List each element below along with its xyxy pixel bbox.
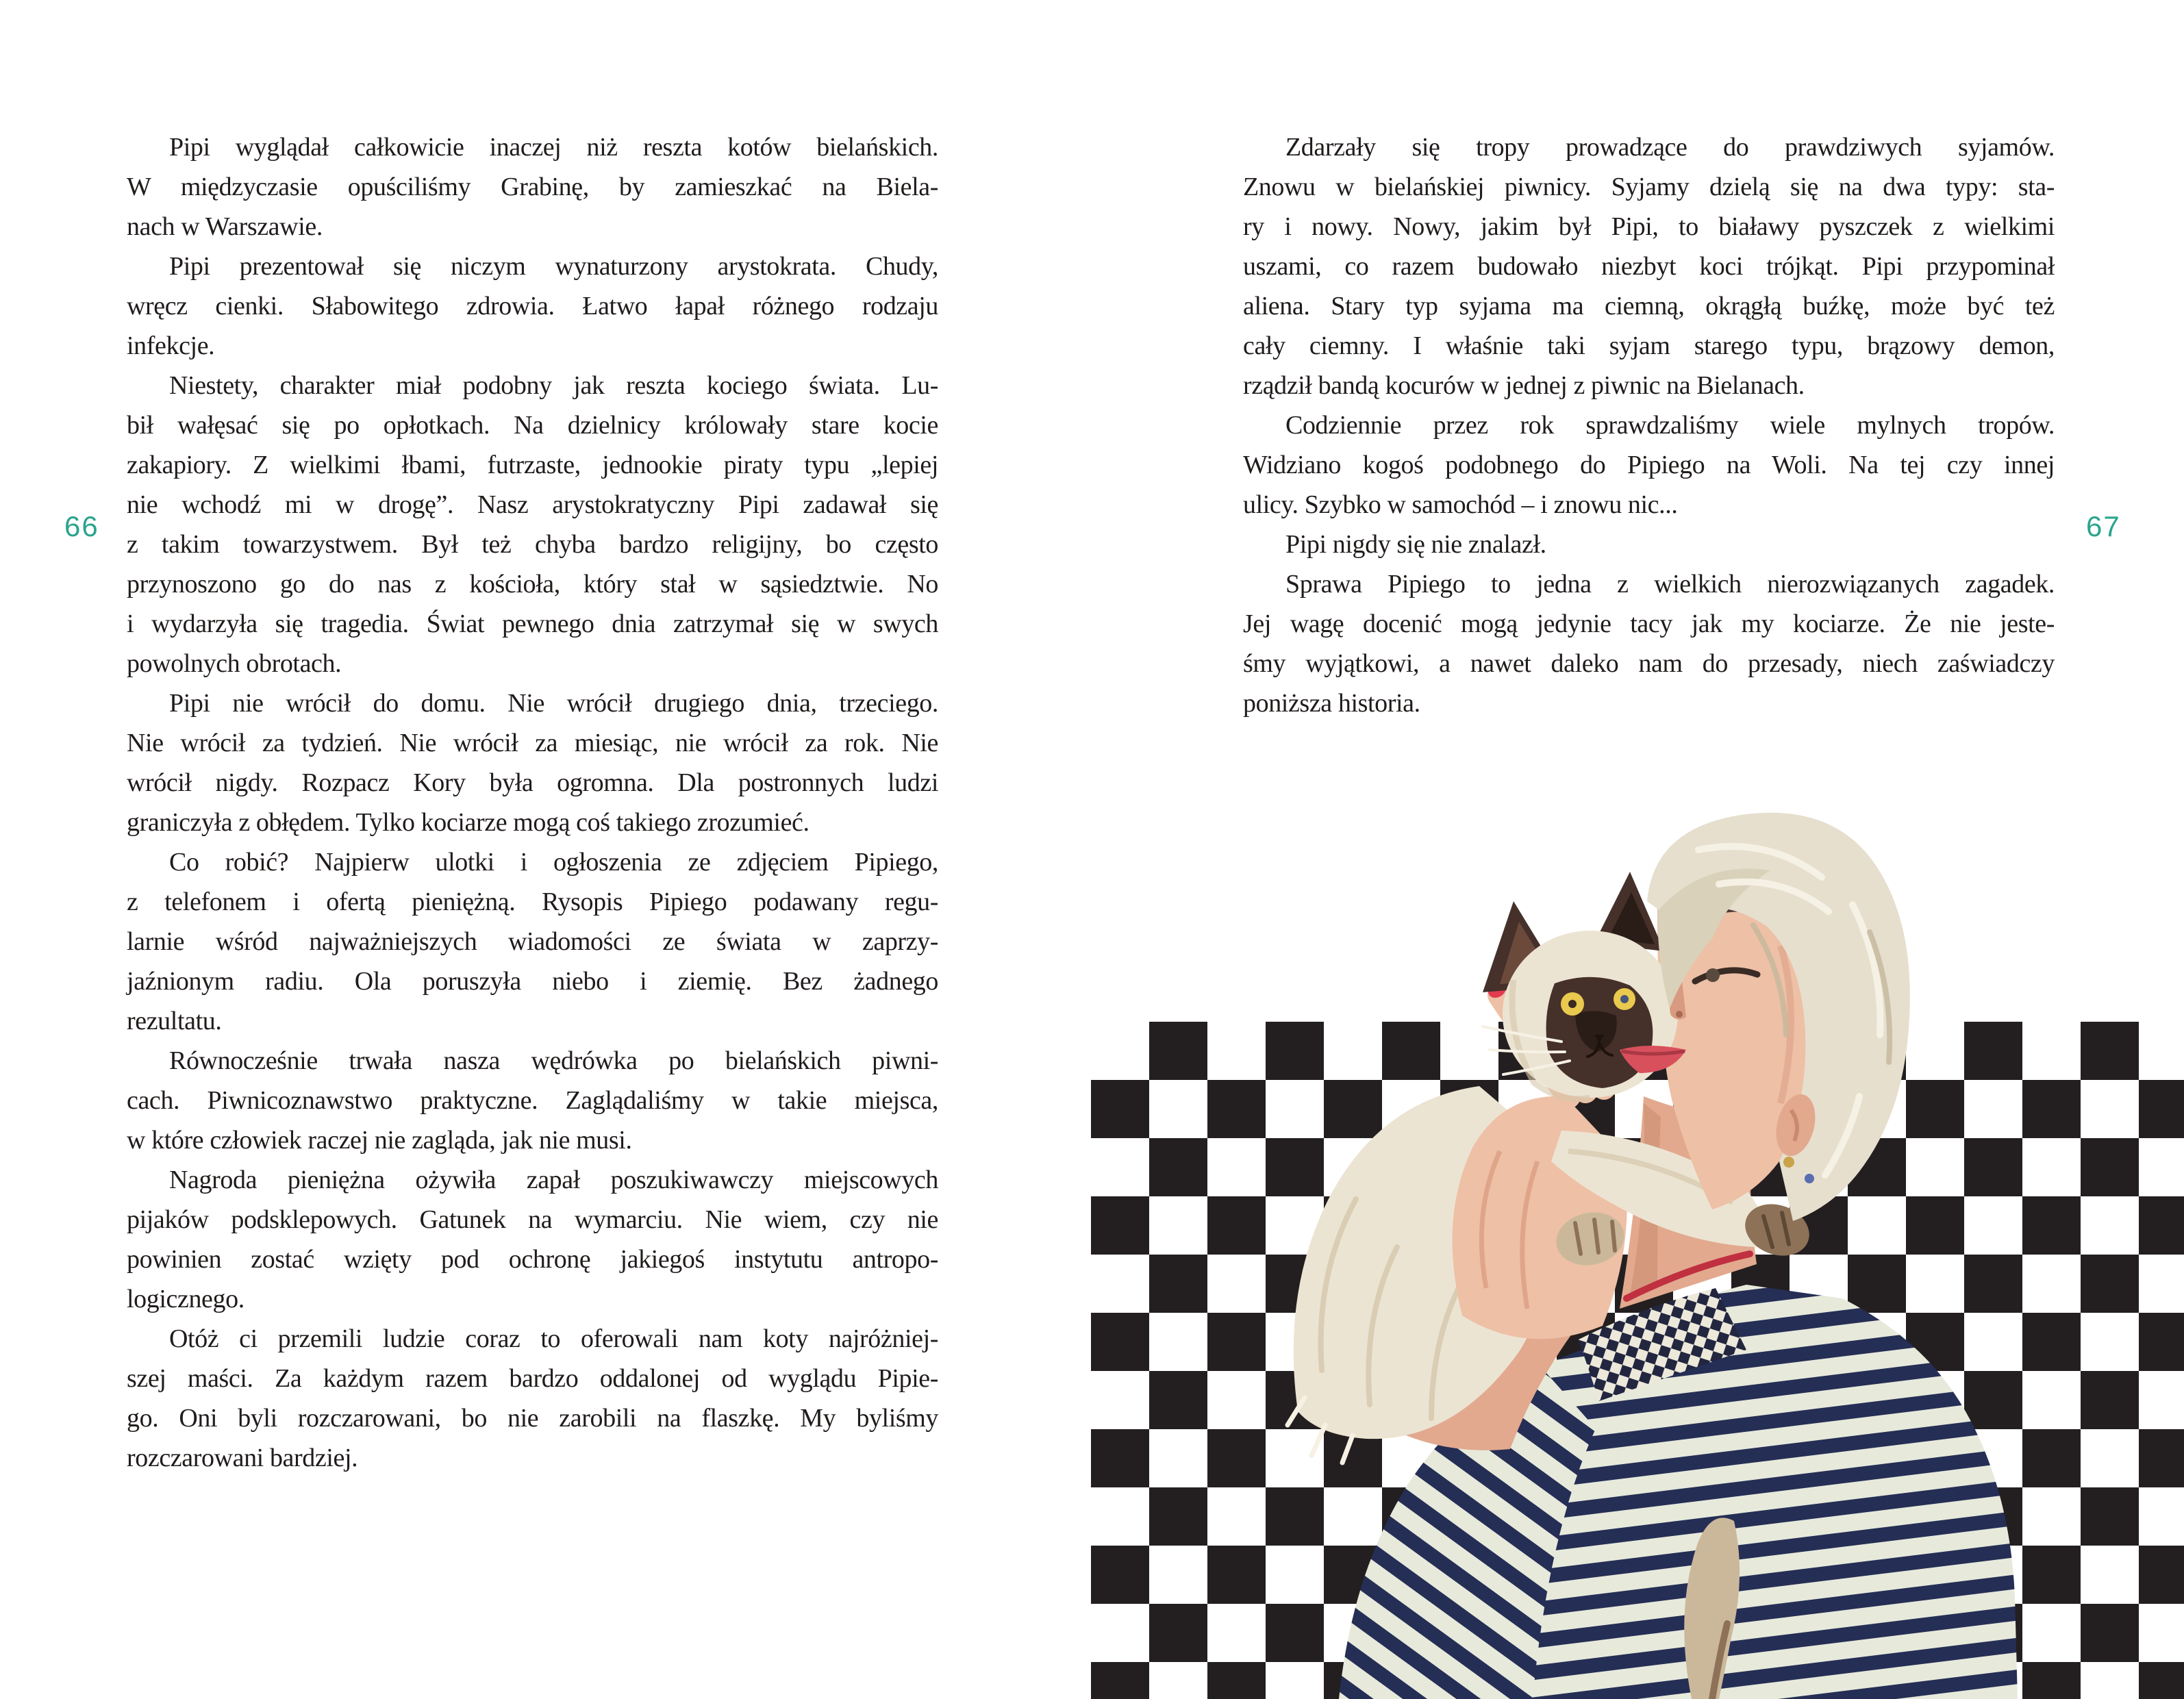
text-line: Jej wagę docenić mogą jedynie tacy jak my kociarze. Że nie jeste- [1243, 609, 2055, 638]
text-line: przynoszono go do nas z kościoła, który stał w sąsiedztwie. No [127, 570, 938, 599]
text-line: szej maści. Za każdym razem bardzo oddalonej od wyglądu Pipie- [127, 1364, 938, 1393]
text-line: powolnych obrotach. [127, 649, 342, 678]
text-line: Pipi wyglądał całkowicie inaczej niż reszta kotów bielańskich. [169, 133, 938, 162]
text-line: Widziano kogoś podobnego do Pipiego na Woli. Na tej czy innej [1243, 451, 2055, 479]
page-number-right: 67 [2086, 510, 2121, 542]
text-line: Pipi nigdy się nie znalazł. [1285, 530, 1546, 559]
text-line: śmy wyjątkowi, a nawet daleko nam do przesady, niech zaświadczy [1243, 649, 2055, 678]
text-line: rozczarowani bardziej. [127, 1444, 358, 1472]
text-line: z telefonem i ofertą pieniężną. Rysopis Pipiego podawany regu- [127, 888, 938, 916]
text-line: wrócił nigdy. Rozpacz Kory była ogromna. Dla postronnych ludzi [127, 768, 938, 797]
text-line: Sprawa Pipiego to jedna z wielkich nierozwiązanych zagadek. [1285, 570, 2055, 599]
paragraph [127, 683, 938, 842]
paragraph [1243, 127, 2055, 405]
text-line: logicznego. [127, 1285, 244, 1313]
text-line: Pipi prezentował się niczym wynaturzony arystokrata. Chudy, [169, 252, 938, 281]
text-line: ry i nowy. Nowy, jakim był Pipi, to białawy pyszczek z wielkimi [1243, 212, 2055, 241]
paragraph [127, 842, 938, 1041]
text-line: infekcje. [127, 331, 215, 360]
text-line: Zdarzały się tropy prowadzące do prawdziwych syjamów. [1285, 133, 2055, 162]
text-line: w które człowiek raczej nie zagląda, jak nie musi. [127, 1126, 632, 1155]
text-line: go. Oni byli rozczarowani, bo nie zarobili na flaszkę. My byliśmy [127, 1404, 938, 1433]
text-line: Codziennie przez rok sprawdzaliśmy wiele mylnych tropów. [1285, 411, 2055, 440]
page-number-left: 66 [64, 510, 99, 542]
left-column [127, 127, 938, 1478]
text-line: pijaków podsklepowych. Gatunek na wymarciu. Nie wiem, czy nie [127, 1205, 938, 1234]
text-line: Nie wrócił za tydzień. Nie wrócił za miesiąc, nie wrócił za rok. Nie [127, 729, 938, 757]
text-line: nie wchodź mi w drogę”. Nasz arystokratyczny Pipi zadawał się [127, 490, 938, 519]
text-line: Niestety, charakter miał podobny jak reszta kociego świata. Lu- [169, 371, 938, 400]
text-line: uszami, co razem budowało niezbyt koci trójkąt. Pipi przypominał [1243, 252, 2055, 281]
text-line: Znowu w bielańskiej piwnicy. Syjamy dzielą się na dwa typy: sta- [1243, 173, 2055, 201]
earring [1805, 1174, 1814, 1183]
text-line: bił wałęsać się po opłotkach. Na dzielnicy królowały stare kocie [127, 411, 938, 440]
text-line: powinien zostać wzięty pod ochronę jakiegoś instytutu antropo- [127, 1245, 938, 1274]
text-line: zakapiory. Z wielkimi łbami, futrzaste, jednookie piraty typu „lepiej [127, 451, 938, 479]
text-line: nach w Warszawie. [127, 212, 323, 241]
paragraph [1243, 405, 2055, 525]
earring [1783, 1157, 1794, 1168]
text-line: graniczyła z obłędem. Tylko kociarze mogą coś takiego zrozumieć. [127, 808, 809, 837]
photo-woman-cat [1274, 809, 2041, 1699]
paragraph [127, 1160, 938, 1319]
text-line: rządził bandą kocurów w jednej z piwnic na Bielanach. [1243, 371, 1805, 400]
text-line: Otóż ci przemili ludzie coraz to oferowali nam koty najróżniej- [169, 1324, 938, 1353]
text-line: Nagroda pieniężna ożywiła zapał poszukiwawczy miejscowych [169, 1166, 938, 1194]
text-line: aliena. Stary typ syjama ma ciemną, okrągłą buźkę, może być też [1243, 292, 2055, 320]
text-line: Co robić? Najpierw ulotki i ogłoszenia ze zdjęciem Pipiego, [169, 848, 938, 877]
text-line: cały ciemny. I właśnie taki syjam starego typu, brązowy demon, [1243, 331, 2055, 360]
text-line: wręcz cienki. Słabowitego zdrowia. Łatwo łapał różnego rodzaju [127, 292, 938, 320]
paragraph [127, 1319, 938, 1478]
text-line: larnie wśród najważniejszych wiadomości ze świata w zaprzy- [127, 927, 938, 956]
text-line: cach. Piwnicoznawstwo praktyczne. Zaglądaliśmy w takie miejsca, [127, 1086, 938, 1115]
text-line: W międzyczasie opuściliśmy Grabinę, by zamieszkać na Biela- [127, 173, 938, 201]
paragraph [127, 127, 938, 247]
text-line: z takim towarzystwem. Był też chyba bardzo religijny, bo często [127, 530, 938, 559]
paragraph [1243, 525, 2055, 564]
text-line: Pipi nie wrócił do domu. Nie wrócił drugiego dnia, trzeciego. [169, 689, 938, 718]
paragraph [127, 247, 938, 366]
text-line: Równocześnie trwała nasza wędrówka po bielańskich piwni- [169, 1046, 938, 1075]
right-column [1243, 127, 2055, 723]
paragraph [127, 366, 938, 683]
text-line: poniższa historia. [1243, 689, 1420, 718]
woman-cat-illustration [1274, 809, 2041, 1699]
text-line: jaźnionym radiu. Ola poruszyła niebo i ziemię. Bez żadnego [127, 967, 938, 996]
paragraph [127, 1041, 938, 1160]
text-line: i wydarzyła się tragedia. Świat pewnego dnia zatrzymał się w swych [127, 609, 938, 638]
text-line: rezultatu. [127, 1007, 222, 1035]
paragraph [1243, 564, 2055, 723]
text-line: ulicy. Szybko w samochód – i znowu nic... [1243, 490, 1678, 519]
